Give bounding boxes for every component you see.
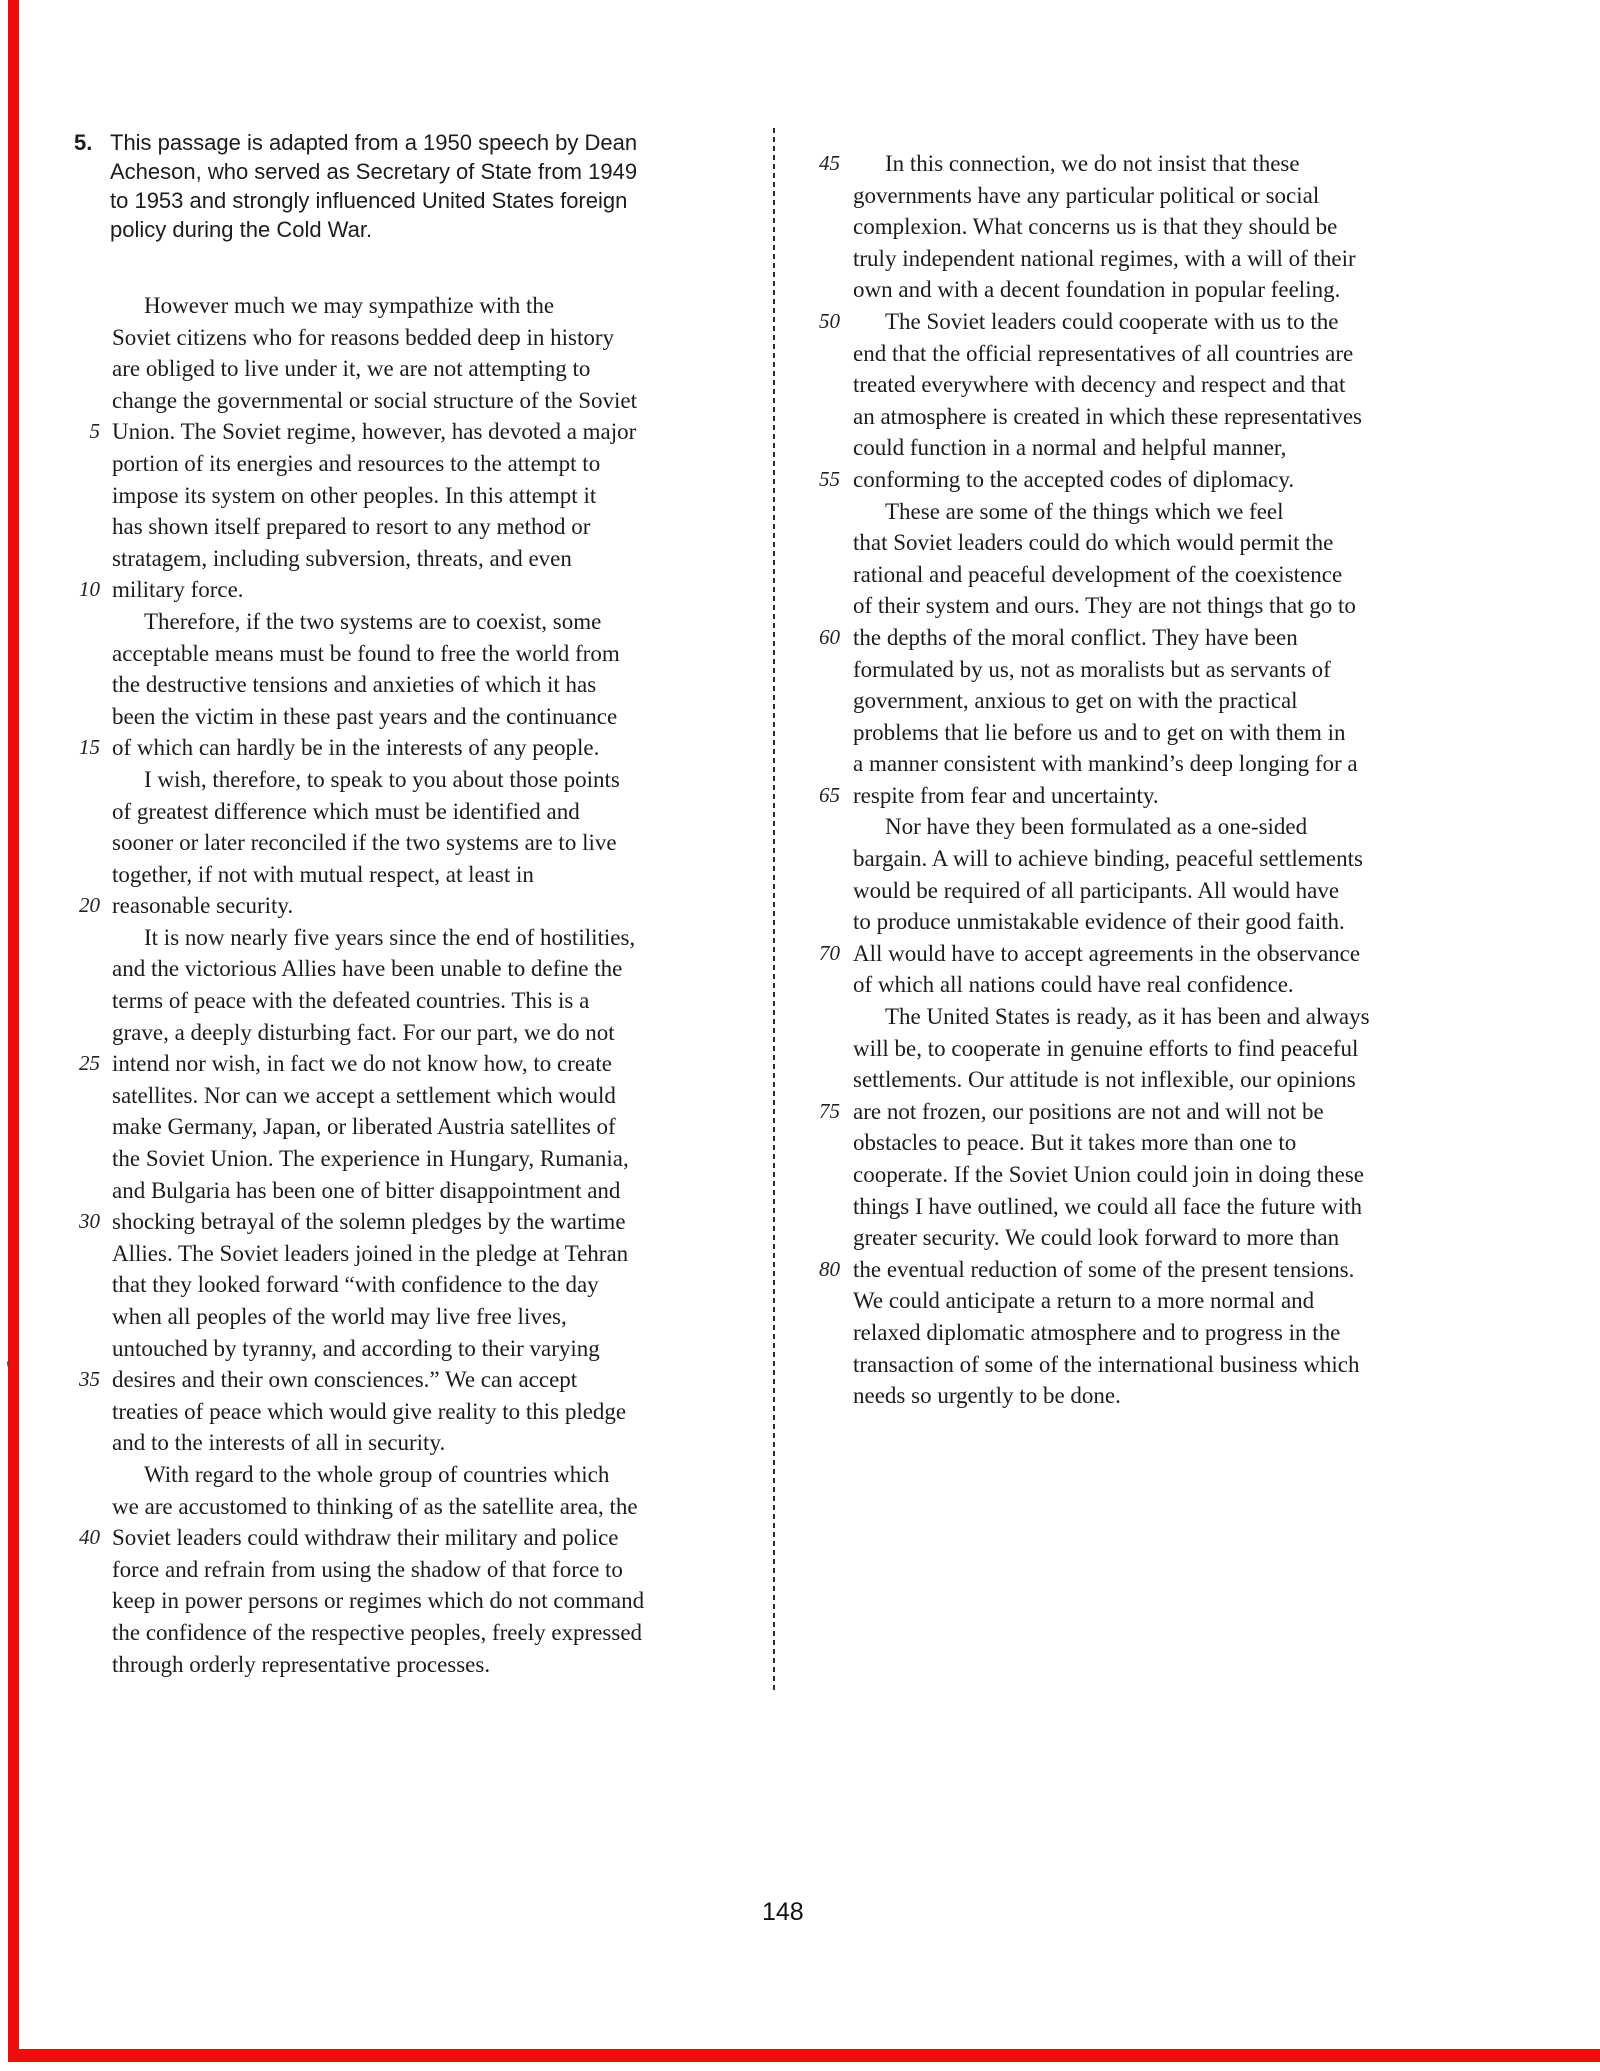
passage-line — [800, 1285, 1560, 1317]
passage-line-text: untouched by tyranny, and according to their varying — [112, 1335, 600, 1361]
line-number — [70, 606, 100, 638]
passage-line-text: end that the official representatives of all countries are — [853, 340, 1354, 366]
line-number — [70, 922, 100, 954]
line-number — [70, 1080, 100, 1112]
line-number — [70, 1143, 100, 1175]
passage-line — [70, 1175, 774, 1207]
line-number — [800, 1285, 840, 1317]
line-number — [70, 543, 100, 575]
passage-line-text: relaxed diplomatic atmosphere and to progress in the — [853, 1319, 1341, 1345]
passage-line — [800, 559, 1560, 591]
passage-line-text: things I have outlined, we could all face the future with — [853, 1193, 1363, 1219]
line-number — [800, 654, 840, 686]
passage-line — [70, 1649, 774, 1681]
passage-line — [800, 464, 1560, 496]
passage-line-text: Allies. The Soviet leaders joined in the pledge at Tehran — [112, 1240, 629, 1266]
passage-line-text: It is now nearly five years since the end of hostilities, — [144, 924, 636, 950]
passage-line — [70, 1364, 774, 1396]
passage-line-text: Therefore, if the two systems are to coexist, some — [144, 608, 602, 634]
passage-line — [800, 338, 1560, 370]
question-header — [74, 128, 637, 244]
passage-line — [70, 290, 774, 322]
passage-line-text: shocking betrayal of the solemn pledges by the wartime — [112, 1209, 626, 1235]
line-number — [800, 717, 840, 749]
passage-line — [800, 148, 1560, 180]
passage-line — [70, 511, 774, 543]
passage-line — [70, 1301, 774, 1333]
line-number: 20 — [79, 893, 100, 918]
passage-line-text: would be required of all participants. All would have — [853, 877, 1340, 903]
passage-line — [70, 669, 774, 701]
line-number — [70, 796, 100, 828]
passage-line-text: desires and their own consciences.” We can accept — [112, 1367, 578, 1393]
line-number: 10 — [79, 577, 100, 602]
passage-line-text: will be, to cooperate in genuine efforts to find peaceful — [853, 1035, 1359, 1061]
passage-line-text: However much we may sympathize with the — [144, 293, 555, 318]
line-number — [70, 985, 100, 1017]
passage-line-text: reasonable security. — [112, 893, 294, 919]
passage-line — [70, 1206, 774, 1238]
question-intro-line — [110, 128, 637, 157]
passage-line-text: acceptable means must be found to free the world from — [112, 640, 620, 666]
line-number — [70, 953, 100, 985]
passage-line — [800, 527, 1560, 559]
passage-line-text: the confidence of the respective peoples, freely expressed — [112, 1619, 643, 1645]
line-number: 30 — [79, 1209, 100, 1234]
question-intro-text: policy during the Cold War. — [110, 217, 373, 242]
line-number — [800, 811, 840, 843]
line-number — [70, 1301, 100, 1333]
passage-line-text: Nor have they been formulated as a one-sided — [885, 814, 1308, 840]
line-number: 80 — [819, 1256, 840, 1281]
passage-line-text: Union. The Soviet regime, however, has devoted a major — [112, 419, 637, 445]
line-number: 65 — [819, 782, 840, 807]
passage-line — [70, 1459, 774, 1491]
passage-line — [70, 353, 774, 385]
passage-line — [70, 764, 774, 796]
passage-line — [800, 1222, 1560, 1254]
passage-line-text: force and refrain from using the shadow of that force to — [112, 1556, 623, 1582]
passage-line — [70, 985, 774, 1017]
question-intro-line — [110, 186, 637, 215]
line-number — [800, 369, 840, 401]
passage-line — [70, 1396, 774, 1428]
question-intro — [110, 128, 637, 244]
passage-line — [800, 717, 1560, 749]
line-number — [800, 1349, 840, 1381]
passage-line-text: problems that lie before us and to get on with them in — [853, 719, 1346, 745]
line-number — [70, 1238, 100, 1270]
passage-line — [800, 1349, 1560, 1381]
line-number — [800, 685, 840, 717]
passage-line — [70, 574, 774, 606]
line-number — [800, 559, 840, 591]
passage-line — [800, 748, 1560, 780]
passage-line-text: we are accustomed to thinking of as the satellite area, the — [112, 1493, 638, 1519]
line-number: 25 — [79, 1051, 100, 1076]
line-number — [800, 274, 840, 306]
passage-line-text: settlements. Our attitude is not inflexible, our opinions — [853, 1067, 1356, 1093]
line-number — [800, 1064, 840, 1096]
line-number — [800, 1033, 840, 1065]
passage-line — [70, 1269, 774, 1301]
passage-line-text: grave, a deeply disturbing fact. For our part, we do not — [112, 1019, 615, 1045]
passage-line-text: In this connection, we do not insist that these — [885, 151, 1300, 176]
line-number — [70, 859, 100, 891]
passage-line-text: formulated by us, not as moralists but as servants of — [853, 656, 1331, 682]
passage-line-text: rational and peaceful development of the coexistence — [853, 561, 1343, 587]
passage-line — [800, 496, 1560, 528]
passage-line — [800, 1001, 1560, 1033]
line-number: 60 — [819, 624, 840, 649]
line-number — [70, 764, 100, 796]
line-number — [70, 1585, 100, 1617]
passage-line — [800, 590, 1560, 622]
line-number — [70, 1333, 100, 1365]
passage-line-text: impose its system on other peoples. In this attempt it — [112, 482, 597, 508]
line-number — [800, 338, 840, 370]
passage-line-text: are not frozen, our positions are not and will not be — [853, 1098, 1324, 1124]
passage-line — [800, 1254, 1560, 1286]
line-number: 40 — [79, 1525, 100, 1550]
line-number — [800, 1317, 840, 1349]
line-number — [70, 1649, 100, 1681]
passage-line — [70, 890, 774, 922]
line-number — [70, 1111, 100, 1143]
line-number: 5 — [89, 419, 100, 444]
passage-line-text: the destructive tensions and anxieties of which it has — [112, 672, 597, 698]
line-number — [70, 448, 100, 480]
passage-line — [70, 1522, 774, 1554]
passage-line — [800, 654, 1560, 686]
passage-line-text: and Bulgaria has been one of bitter disappointment and — [112, 1177, 621, 1203]
line-number — [800, 969, 840, 1001]
passage-line-text: has shown itself prepared to resort to any method or — [112, 514, 591, 540]
passage-line-text: and the victorious Allies have been unable to define the — [112, 956, 623, 982]
line-number — [70, 385, 100, 417]
passage-line — [70, 448, 774, 480]
passage-line-text: of which all nations could have real confidence. — [853, 972, 1294, 998]
passage-line-text: of greatest difference which must be identified and — [112, 798, 580, 824]
passage-line — [800, 432, 1560, 464]
passage-line — [800, 211, 1560, 243]
passage-line — [70, 1080, 774, 1112]
line-number — [800, 180, 840, 212]
line-number — [70, 480, 100, 512]
passage-line — [70, 1017, 774, 1049]
passage-line-text: military force. — [112, 577, 244, 603]
passage-line — [800, 306, 1560, 338]
passage-line-text: We could anticipate a return to a more normal and — [853, 1288, 1315, 1314]
line-number — [800, 496, 840, 528]
passage-line — [800, 274, 1560, 306]
passage-line — [70, 922, 774, 954]
passage-line-text: of their system and ours. They are not things that go to — [853, 593, 1356, 619]
passage-line-text: of which can hardly be in the interests of any people. — [112, 735, 600, 761]
passage-line-text: change the governmental or social structure of the Soviet — [112, 387, 637, 413]
passage-line-text: the Soviet Union. The experience in Hungary, Rumania, — [112, 1146, 629, 1172]
passage-line — [800, 401, 1560, 433]
line-number — [70, 638, 100, 670]
passage-line — [800, 1191, 1560, 1223]
passage-line — [800, 622, 1560, 654]
passage-line — [800, 811, 1560, 843]
passage-line-text: These are some of the things which we feel — [885, 498, 1284, 524]
passage-line — [800, 938, 1560, 970]
line-number — [70, 1017, 100, 1049]
passage-line-text: The Soviet leaders could cooperate with us to the — [885, 308, 1339, 334]
question-number: 5. — [74, 130, 93, 155]
passage-line-text: The United States is ready, as it has been and always — [885, 1004, 1370, 1030]
scan-artifact-mark: ' — [6, 1356, 10, 1381]
passage-line-text: treated everywhere with decency and respect and that — [853, 372, 1346, 398]
passage-line-text: greater security. We could look forward to more than — [853, 1225, 1340, 1251]
line-number — [800, 243, 840, 275]
passage-line-text: terms of peace with the defeated countries. This is a — [112, 988, 590, 1014]
line-number — [70, 1491, 100, 1523]
passage-line-text: With regard to the whole group of countries which — [144, 1461, 610, 1487]
passage-line-text: All would have to accept agreements in the observance — [853, 940, 1361, 966]
passage-line — [70, 606, 774, 638]
line-number — [70, 353, 100, 385]
passage-line-text: obstacles to peace. But it takes more than one to — [853, 1130, 1297, 1156]
passage-line — [70, 1238, 774, 1270]
line-number: 45 — [819, 151, 840, 175]
passage-line — [800, 369, 1560, 401]
line-number — [70, 511, 100, 543]
passage-line-text: cooperate. If the Soviet Union could join in doing these — [853, 1162, 1364, 1187]
passage-line — [800, 243, 1560, 275]
passage-line-text: truly independent national regimes, with a will of their — [853, 245, 1356, 271]
passage-line-text: conforming to the accepted codes of diplomacy. — [853, 466, 1295, 492]
passage-line-text: treaties of peace which would give reality to this pledge — [112, 1398, 627, 1424]
question-intro-line — [110, 215, 637, 244]
passage-line — [70, 385, 774, 417]
passage-line — [800, 1127, 1560, 1159]
line-number — [800, 1191, 840, 1223]
line-number — [800, 1222, 840, 1254]
passage-line — [70, 1427, 774, 1459]
passage-line — [70, 1491, 774, 1523]
passage-line-text: that they looked forward “with confidence to the day — [112, 1272, 599, 1298]
passage-line — [800, 843, 1560, 875]
passage-line-text: Soviet citizens who for reasons bedded deep in history — [112, 324, 615, 350]
red-bottom-border — [8, 2049, 1600, 2062]
red-left-border — [8, 0, 19, 2061]
passage-right-column — [800, 148, 1560, 1412]
line-number — [70, 1396, 100, 1428]
line-number — [70, 827, 100, 859]
line-number: 15 — [79, 735, 100, 760]
line-number — [800, 401, 840, 433]
line-number — [70, 1269, 100, 1301]
passage-line — [70, 701, 774, 733]
passage-line-text: through orderly representative processes. — [112, 1651, 491, 1677]
passage-line-text: the eventual reduction of some of the present tensions. — [853, 1256, 1355, 1282]
line-number — [800, 1001, 840, 1033]
line-number — [800, 590, 840, 622]
passage-line-text: own and with a decent foundation in popular feeling. — [853, 277, 1341, 303]
passage-line — [800, 1064, 1560, 1096]
passage-line — [70, 1585, 774, 1617]
passage-line — [800, 1317, 1560, 1349]
passage-line — [800, 685, 1560, 717]
passage-line-text: stratagem, including subversion, threats, and even — [112, 545, 572, 571]
line-number — [70, 1617, 100, 1649]
line-number — [800, 527, 840, 559]
passage-line — [800, 1380, 1560, 1412]
passage-line-text: complexion. What concerns us is that they should be — [853, 214, 1338, 240]
passage-line — [800, 780, 1560, 812]
passage-line — [70, 1554, 774, 1586]
line-number: 55 — [819, 466, 840, 491]
passage-line-text: the depths of the moral conflict. They have been — [853, 624, 1298, 650]
passage-line — [800, 1096, 1560, 1128]
passage-line-text: that Soviet leaders could do which would permit the — [853, 530, 1334, 556]
passage-line — [800, 969, 1560, 1001]
line-number — [800, 1127, 840, 1159]
passage-line — [70, 859, 774, 891]
passage-line-text: governments have any particular political or social — [853, 182, 1320, 208]
passage-line — [70, 1111, 774, 1143]
line-number — [70, 701, 100, 733]
line-number — [800, 1380, 840, 1412]
passage-line-text: and to the interests of all in security. — [112, 1430, 446, 1456]
passage-line — [70, 732, 774, 764]
passage-line — [70, 322, 774, 354]
passage-line-text: when all peoples of the world may live free lives, — [112, 1304, 567, 1329]
passage-line-text: sooner or later reconciled if the two systems are to live — [112, 830, 617, 856]
line-number: 75 — [819, 1098, 840, 1123]
passage-line-text: I wish, therefore, to speak to you about those points — [144, 766, 620, 792]
passage-line — [800, 180, 1560, 212]
line-number — [800, 906, 840, 938]
passage-line — [70, 953, 774, 985]
line-number — [70, 1427, 100, 1459]
line-number — [800, 432, 840, 464]
question-intro-text: to 1953 and strongly influenced United States foreign — [110, 188, 628, 213]
passage-line-text: government, anxious to get on with the practical — [853, 688, 1298, 714]
passage-line-text: intend nor wish, in fact we do not know how, to create — [112, 1051, 612, 1077]
passage-line-text: satellites. Nor can we accept a settlement which would — [112, 1082, 616, 1108]
line-number — [70, 290, 100, 322]
question-intro-text: This passage is adapted from a 1950 speech by Dean — [110, 130, 638, 155]
passage-line-text: transaction of some of the international business which — [853, 1351, 1360, 1377]
passage-line — [70, 1333, 774, 1365]
page-number: 148 — [762, 1898, 804, 1926]
passage-line-text: Soviet leaders could withdraw their military and police — [112, 1525, 619, 1551]
passage-line — [800, 1033, 1560, 1065]
line-number — [70, 322, 100, 354]
line-number — [800, 843, 840, 875]
question-intro-text: Acheson, who served as Secretary of State from 1949 — [110, 159, 638, 184]
passage-line — [70, 638, 774, 670]
line-number — [800, 1159, 840, 1191]
passage-line — [800, 906, 1560, 938]
line-number — [800, 875, 840, 907]
passage-line — [70, 1048, 774, 1080]
passage-line-text: an atmosphere is created in which these representatives — [853, 403, 1362, 429]
line-number — [800, 211, 840, 243]
line-number: 70 — [819, 940, 840, 965]
passage-left-column — [70, 290, 774, 1680]
passage-line — [70, 1143, 774, 1175]
passage-line-text: needs so urgently to be done. — [853, 1383, 1121, 1409]
passage-line — [70, 1617, 774, 1649]
passage-line — [70, 543, 774, 575]
passage-line — [70, 796, 774, 828]
line-number — [800, 748, 840, 780]
question-intro-line — [110, 157, 637, 186]
passage-line-text: make Germany, Japan, or liberated Austria satellites of — [112, 1114, 616, 1140]
passage-line-text: respite from fear and uncertainty. — [853, 782, 1159, 808]
passage-line — [70, 416, 774, 448]
passage-line-text: bargain. A will to achieve binding, peaceful settlements — [853, 846, 1363, 872]
passage-line-text: portion of its energies and resources to the attempt to — [112, 450, 601, 476]
passage-line-text: a manner consistent with mankind’s deep longing for a — [853, 751, 1358, 777]
line-number — [70, 1554, 100, 1586]
line-number — [70, 669, 100, 701]
passage-line — [800, 875, 1560, 907]
passage-line-text: together, if not with mutual respect, at least in — [112, 861, 534, 887]
passage-line — [70, 827, 774, 859]
passage-line — [70, 480, 774, 512]
line-number — [70, 1175, 100, 1207]
passage-line — [800, 1159, 1560, 1191]
line-number — [70, 1459, 100, 1491]
passage-line-text: could function in a normal and helpful manner, — [853, 435, 1287, 461]
passage-line-text: are obliged to live under it, we are not attempting to — [112, 356, 591, 382]
line-number: 50 — [819, 308, 840, 333]
passage-line-text: keep in power persons or regimes which do not command — [112, 1588, 645, 1614]
line-number: 35 — [79, 1367, 100, 1392]
passage-line-text: to produce unmistakable evidence of their good faith. — [853, 909, 1345, 935]
passage-line-text: been the victim in these past years and the continuance — [112, 703, 618, 729]
